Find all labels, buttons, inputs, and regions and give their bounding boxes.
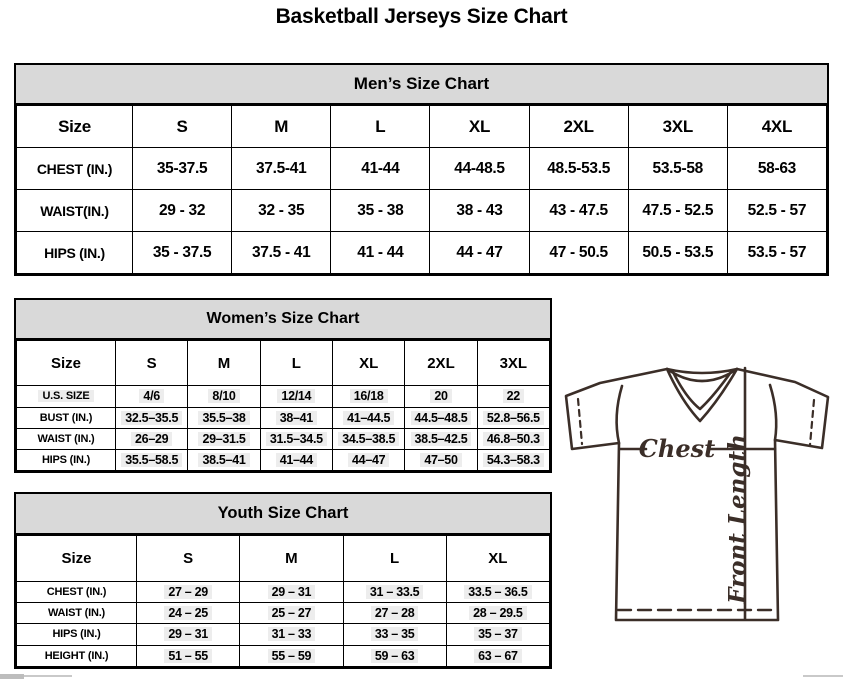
youth-cell-value — [343, 645, 446, 666]
womens-cell-value — [260, 428, 332, 449]
front-length-label: Front Length — [724, 434, 751, 604]
mens-cell-value: 53.5-58 — [628, 148, 727, 190]
womens-row-label-text: U.S. SIZE — [38, 390, 93, 402]
mens-cell-value: 47 - 50.5 — [529, 232, 628, 274]
youth-cell-value — [137, 645, 240, 666]
womens-table — [16, 340, 550, 471]
youth-row-label: HEIGHT (IN.) — [17, 645, 137, 666]
cell-text: 31 – 33 — [268, 627, 316, 641]
cell-text: 24 – 25 — [164, 606, 212, 620]
mens-cell-value: 47.5 - 52.5 — [628, 190, 727, 232]
womens-cell-value — [116, 386, 188, 407]
mens-cell-value: 37.5 - 41 — [232, 232, 331, 274]
cell-text: 59 – 63 — [371, 649, 419, 663]
youth-row-label: CHEST (IN.) — [17, 581, 137, 602]
youth-row-label: HIPS (IN.) — [17, 624, 137, 645]
youth-chart-caption: Youth Size Chart — [16, 494, 550, 535]
scrollbar-thumb[interactable] — [0, 674, 24, 679]
womens-col-header: 2XL — [405, 341, 477, 386]
youth-size-chart — [14, 492, 552, 669]
left-cuff-stitch — [578, 399, 582, 444]
womens-cell-value — [332, 428, 404, 449]
mens-size-header: Size — [17, 106, 133, 148]
mens-col-header: XL — [430, 106, 529, 148]
youth-cell-value — [343, 603, 446, 624]
page-title: Basketball Jerseys Size Chart — [275, 5, 568, 28]
youth-cell-value — [240, 603, 343, 624]
mens-cell-value: 32 - 35 — [232, 190, 331, 232]
cell-text: 29–31.5 — [198, 432, 249, 446]
cell-text: 41–44.5 — [343, 411, 394, 425]
mens-cell-value: 35-37.5 — [133, 148, 232, 190]
cell-text: 44.5–48.5 — [411, 411, 472, 425]
womens-col-header: 3XL — [477, 341, 549, 386]
mens-col-header: L — [331, 106, 430, 148]
mens-cell-value: 29 - 32 — [133, 190, 232, 232]
womens-cell-value — [188, 428, 260, 449]
cell-text: 54.3–58.3 — [483, 453, 544, 467]
mens-cell-value: 35 - 38 — [331, 190, 430, 232]
cell-text: 51 – 55 — [164, 649, 212, 663]
womens-cell-value — [188, 449, 260, 470]
womens-size-header: Size — [17, 341, 116, 386]
cell-text: 8/10 — [208, 389, 239, 403]
cell-text: 38–41 — [276, 411, 317, 425]
womens-size-chart — [14, 298, 552, 473]
cell-text: 16/18 — [350, 389, 388, 403]
womens-col-header: XL — [332, 341, 404, 386]
youth-col-header: M — [240, 536, 343, 582]
mens-cell-value: 37.5-41 — [232, 148, 331, 190]
horizontal-scrollbar-right[interactable] — [803, 675, 843, 677]
cell-text: 41–44 — [276, 453, 317, 467]
womens-cell-value — [477, 386, 549, 407]
cell-text: 22 — [503, 389, 524, 403]
womens-cell-value — [405, 407, 477, 428]
mens-cell-value: 53.5 - 57 — [727, 232, 826, 274]
womens-col-header: L — [260, 341, 332, 386]
mens-col-header: S — [133, 106, 232, 148]
womens-cell-value — [188, 386, 260, 407]
youth-cell-value — [446, 645, 549, 666]
youth-cell-value — [240, 624, 343, 645]
youth-cell-value — [343, 581, 446, 602]
youth-col-header: L — [343, 536, 446, 582]
cell-text: 33 – 35 — [371, 627, 419, 641]
chest-label: Chest — [638, 434, 716, 463]
youth-cell-value — [240, 581, 343, 602]
youth-row-label: WAIST (IN.) — [17, 603, 137, 624]
womens-cell-value — [332, 449, 404, 470]
cell-text: 35.5–58.5 — [121, 453, 182, 467]
cell-text: 38.5–41 — [198, 453, 249, 467]
cell-text: 31 – 33.5 — [366, 585, 423, 599]
womens-cell-value — [477, 449, 549, 470]
womens-cell-value — [332, 386, 404, 407]
cell-text: 33.5 – 36.5 — [464, 585, 531, 599]
cell-text: 25 – 27 — [268, 606, 316, 620]
youth-cell-value — [137, 581, 240, 602]
right-seam — [770, 385, 776, 440]
collar-arc-outer — [667, 369, 737, 373]
mens-cell-value: 44 - 47 — [430, 232, 529, 274]
youth-cell-value — [137, 624, 240, 645]
youth-cell-value — [137, 603, 240, 624]
womens-cell-value — [260, 407, 332, 428]
mens-cell-value: 41 - 44 — [331, 232, 430, 274]
youth-cell-value — [343, 624, 446, 645]
mens-cell-value: 41-44 — [331, 148, 430, 190]
cell-text: 38.5–42.5 — [411, 432, 472, 446]
cell-text: 4/6 — [139, 389, 163, 403]
womens-row-label: HIPS (IN.) — [17, 449, 116, 470]
cell-text: 26–29 — [131, 432, 172, 446]
left-seam — [617, 386, 622, 443]
mens-col-header: 3XL — [628, 106, 727, 148]
cell-text: 47–50 — [420, 453, 461, 467]
youth-size-header: Size — [17, 536, 137, 582]
womens-cell-value — [405, 449, 477, 470]
mens-col-header: 2XL — [529, 106, 628, 148]
mens-cell-value: 38 - 43 — [430, 190, 529, 232]
womens-row-label: BUST (IN.) — [17, 407, 116, 428]
cell-text: 35 – 37 — [474, 627, 522, 641]
womens-cell-value — [477, 428, 549, 449]
cell-text: 35.5–38 — [198, 411, 249, 425]
right-cuff-stitch — [810, 400, 814, 445]
cell-text: 44–47 — [348, 453, 389, 467]
cell-text: 32.5–35.5 — [121, 411, 182, 425]
cell-text: 63 – 67 — [474, 649, 522, 663]
womens-row-label: WAIST (IN.) — [17, 428, 116, 449]
cell-text: 27 – 29 — [164, 585, 212, 599]
youth-col-header: S — [137, 536, 240, 582]
womens-cell-value — [332, 407, 404, 428]
cell-text: 27 – 28 — [371, 606, 419, 620]
womens-cell-value — [405, 428, 477, 449]
jersey-measurement-diagram — [555, 350, 843, 635]
mens-row-label: WAIST(IN.) — [17, 190, 133, 232]
cell-text: 31.5–34.5 — [266, 432, 327, 446]
mens-row-label: CHEST (IN.) — [17, 148, 133, 190]
youth-table — [16, 535, 550, 667]
youth-cell-value — [446, 603, 549, 624]
womens-cell-value — [188, 407, 260, 428]
cell-text: 55 – 59 — [268, 649, 316, 663]
mens-cell-value: 48.5-53.5 — [529, 148, 628, 190]
mens-col-header: M — [232, 106, 331, 148]
mens-cell-value: 44-48.5 — [430, 148, 529, 190]
womens-cell-value — [477, 407, 549, 428]
mens-chart-caption: Men’s Size Chart — [16, 65, 827, 105]
cell-text: 29 – 31 — [164, 627, 212, 641]
mens-cell-value: 50.5 - 53.5 — [628, 232, 727, 274]
horizontal-scrollbar-left[interactable] — [0, 675, 72, 677]
youth-cell-value — [446, 624, 549, 645]
mens-table — [16, 105, 827, 274]
cell-text: 12/14 — [277, 389, 315, 403]
womens-cell-value — [116, 428, 188, 449]
womens-cell-value — [405, 386, 477, 407]
mens-cell-value: 43 - 47.5 — [529, 190, 628, 232]
mens-cell-value: 58-63 — [727, 148, 826, 190]
cell-text: 20 — [430, 389, 451, 403]
womens-cell-value — [116, 407, 188, 428]
womens-chart-caption: Women’s Size Chart — [16, 300, 550, 340]
mens-cell-value: 52.5 - 57 — [727, 190, 826, 232]
mens-cell-value: 35 - 37.5 — [133, 232, 232, 274]
cell-text: 28 – 29.5 — [469, 606, 526, 620]
mens-size-chart — [14, 63, 829, 276]
womens-cell-value — [260, 386, 332, 407]
cell-text: 29 – 31 — [268, 585, 316, 599]
womens-cell-value — [116, 449, 188, 470]
youth-col-header: XL — [446, 536, 549, 582]
youth-cell-value — [240, 645, 343, 666]
cell-text: 46.8–50.3 — [483, 432, 544, 446]
cell-text: 52.8–56.5 — [483, 411, 544, 425]
cell-text: 34.5–38.5 — [338, 432, 399, 446]
womens-col-header: M — [188, 341, 260, 386]
womens-col-header: S — [116, 341, 188, 386]
womens-row-label — [17, 386, 116, 407]
womens-cell-value — [260, 449, 332, 470]
youth-cell-value — [446, 581, 549, 602]
mens-row-label: HIPS (IN.) — [17, 232, 133, 274]
mens-col-header: 4XL — [727, 106, 826, 148]
